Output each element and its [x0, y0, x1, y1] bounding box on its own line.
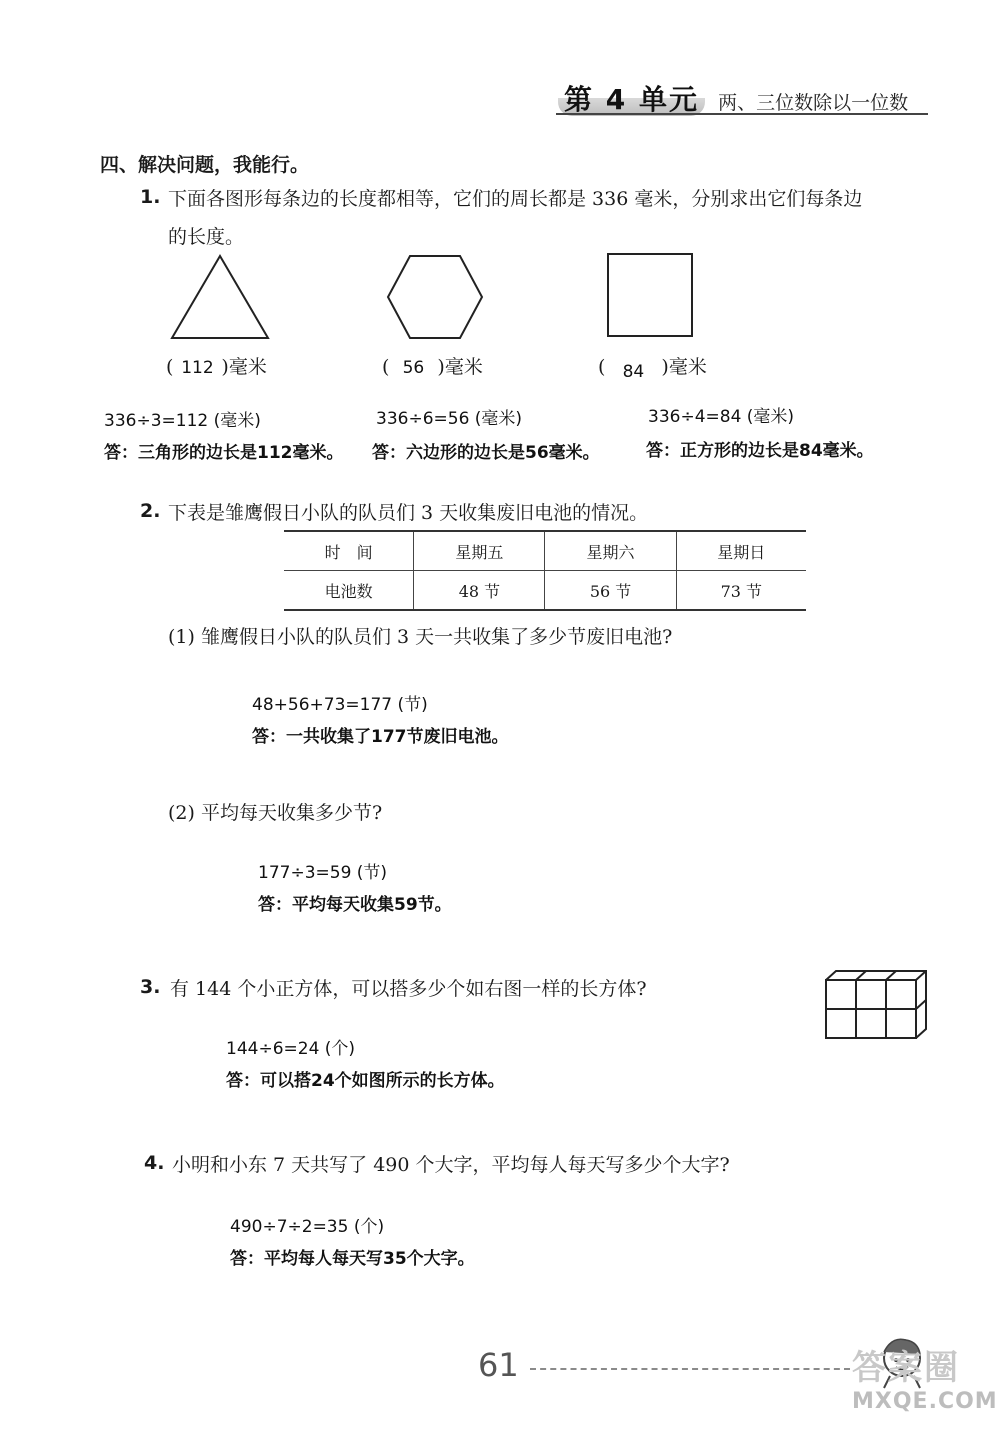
q2-sub2-calc: 177÷3=59 (节) — [258, 863, 388, 883]
hexagon-answer: ( 56 )毫米 — [382, 356, 483, 378]
triangle-answer: ( 112 )毫米 — [166, 356, 267, 378]
hexagon-calc: 336÷6=56 (毫米) — [376, 409, 523, 429]
q2-sub1-calc: 48+56+73=177 (节) — [252, 695, 428, 715]
triangle-calc: 336÷3=112 (毫米) — [104, 411, 261, 431]
table-cell: 73 节 — [676, 571, 806, 611]
q4-text: 小明和小东 7 天共写了 490 个大字，平均每人每天写多少个大字? — [172, 1154, 730, 1176]
header-underline — [556, 113, 928, 115]
q1-text-line1: 下面各图形每条边的长度都相等，它们的周长都是 336 毫米，分别求出它们每条边 — [168, 188, 863, 210]
triangle-reply: 答：三角形的边长是112毫米。 — [104, 443, 344, 463]
square-answer-unit: 毫米 — [668, 356, 707, 378]
watermark-title: 答案圈 — [852, 1348, 960, 1388]
q2-number: 2. — [140, 500, 161, 522]
square-reply: 答：正方形的边长是84毫米。 — [646, 441, 874, 461]
q3-number: 3. — [140, 976, 161, 998]
table-header-cell: 星期日 — [676, 531, 806, 571]
footer-divider — [530, 1368, 850, 1370]
q2-text: 下表是雏鹰假日小队的队员们 3 天收集废旧电池的情况。 — [168, 502, 649, 524]
unit-header — [558, 78, 908, 118]
table-cell: 48 节 — [414, 571, 545, 611]
unit-topic: 两、三位数除以一位数 — [718, 92, 909, 114]
watermark-url: MXQE.COM — [852, 1389, 998, 1414]
q2-sub2-reply: 答：平均每天收集59节。 — [258, 895, 452, 915]
table-header-row — [284, 531, 806, 571]
watermark — [852, 1340, 998, 1414]
triangle-answer-unit: 毫米 — [228, 356, 267, 378]
square-answer: ( 84 )毫米 — [598, 356, 707, 382]
table-header-cell: 星期六 — [545, 531, 676, 571]
battery-table — [284, 530, 806, 611]
hexagon-icon — [384, 252, 486, 342]
section-title: 四、解决问题，我能行。 — [100, 154, 310, 176]
hexagon-reply: 答：六边形的边长是56毫米。 — [372, 443, 600, 463]
page-number: 61 — [478, 1346, 519, 1384]
q2-sub1-text: (1) 雏鹰假日小队的队员们 3 天一共收集了多少节废旧电池? — [168, 626, 673, 648]
table-cell: 电池数 — [284, 571, 414, 611]
hexagon-answer-value: 56 — [402, 358, 425, 378]
q3-text: 有 144 个小正方体，可以搭多少个如右图一样的长方体? — [170, 978, 647, 1000]
table-row — [284, 571, 806, 611]
q3-calc: 144÷6=24 (个) — [226, 1039, 356, 1059]
table-header-cell: 时 间 — [284, 531, 414, 571]
q2-sub2-text: (2) 平均每天收集多少节? — [168, 802, 383, 824]
triangle-icon — [168, 252, 272, 342]
table-cell: 56 节 — [545, 571, 676, 611]
square-answer-value: 84 — [622, 362, 645, 382]
q1-number: 1. — [140, 186, 161, 208]
q4-reply: 答：平均每人每天写35个大字。 — [230, 1249, 475, 1269]
triangle-answer-value: 112 — [181, 358, 214, 378]
unit-title: 第 4 单元 — [558, 83, 705, 116]
hexagon-answer-unit: 毫米 — [444, 356, 483, 378]
q1-text-line2: 的长度。 — [168, 226, 245, 248]
q4-calc: 490÷7÷2=35 (个) — [230, 1217, 385, 1237]
square-calc: 336÷4=84 (毫米) — [648, 407, 795, 427]
table-header-cell: 星期五 — [414, 531, 545, 571]
q3-reply: 答：可以搭24个如图所示的长方体。 — [226, 1071, 505, 1091]
square-icon — [604, 250, 696, 340]
cuboid-icon — [822, 968, 930, 1042]
q4-number: 4. — [144, 1152, 165, 1174]
q2-sub1-reply: 答：一共收集了177节废旧电池。 — [252, 727, 509, 747]
